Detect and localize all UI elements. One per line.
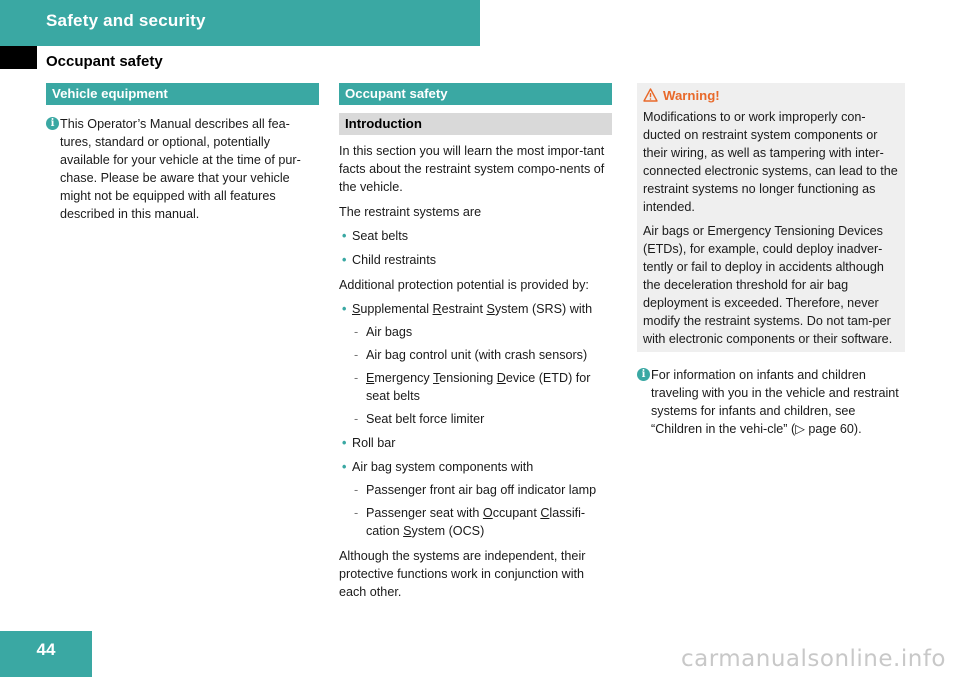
list-item: - Air bags: [354, 325, 413, 339]
dash-icon: -: [354, 371, 359, 385]
column-occupant-safety: [339, 83, 612, 601]
bullet-icon: •: [342, 229, 347, 243]
heading-occupant-safety: Occupant safety: [339, 83, 612, 105]
airbag-components-sublist: [352, 481, 612, 540]
info-icon: i: [637, 368, 650, 381]
section-marker: [0, 46, 37, 69]
dash-icon: -: [354, 483, 359, 497]
list-item: [339, 227, 612, 245]
info-text: This Operator’s Manual describes all fea-tures, standard or optional, potentially available for your vehicle at the time of pur-chase. Please be aware that your vehicle might not be equipped with all features described in this manual.: [60, 117, 301, 221]
info-note-manual: [46, 115, 319, 223]
dash-icon: -: [354, 348, 359, 362]
warning-paragraph-2: Air bags or Emergency Tensioning Devices (ETDs), for example, could deploy inadver-tently or fail to deploy in accidents although the deceleration threshold for air bag deployment is exceeded. Therefore, never modify the restraint systems. Do not tam-per with electronic components or their software.: [643, 224, 893, 346]
warning-title: Warning!: [643, 86, 899, 106]
info-note-children: [637, 366, 905, 438]
list-item-text: Child restraints: [352, 253, 436, 267]
watermark: carmanualsonline.info: [680, 646, 946, 672]
bullet-icon: •: [342, 302, 347, 316]
list-item-roll-bar: • Roll bar: [342, 436, 396, 450]
warning-box: [637, 83, 905, 352]
warning-triangle-icon: [643, 88, 658, 108]
bullet-icon: •: [342, 253, 347, 267]
list-item-text: Seat belts: [352, 229, 409, 243]
systems-lead: The restraint systems are: [339, 205, 482, 219]
srs-label: Supplemental Restraint System (SRS) with: [352, 302, 593, 316]
ocs-label: Passenger seat with Occupant Classifi-cation System (OCS): [366, 506, 586, 538]
intro-paragraph: In this section you will learn the most impor-tant facts about the restraint system compo-nents of the vehicle.: [339, 144, 605, 194]
bullet-icon: •: [342, 460, 347, 474]
info-text: For information on infants and children traveling with you in the vehicle and restraint systems for infants and children, see “Children in the vehi-cle” (▷ page 60).: [651, 368, 899, 436]
dash-icon: -: [354, 412, 359, 426]
column-vehicle-equipment: [46, 83, 319, 223]
list-item-airbag-components: • Air bag system components with - Passenger front air bag off indicator lamp - Passenger seat with Occupant Classifi-cation System (OCS): [339, 458, 612, 540]
list-item: - Passenger front air bag off indicator lamp: [354, 483, 597, 497]
column-warning: [637, 83, 905, 438]
subheading-introduction: Introduction: [339, 113, 612, 135]
dash-icon: -: [354, 506, 359, 520]
list-item: - Air bag control unit (with crash sensors): [354, 348, 588, 362]
list-item: [352, 504, 612, 540]
list-item-srs: [339, 300, 612, 428]
srs-sublist: [352, 323, 612, 428]
additional-protection-list: [339, 300, 612, 540]
page-number: 44: [36, 640, 56, 659]
page-reference-link[interactable]: ▷ page 60: [795, 422, 854, 436]
bullet-icon: •: [342, 436, 347, 450]
additional-lead: Additional protection potential is provided by:: [339, 278, 589, 292]
info-icon: i: [46, 117, 59, 130]
list-item: [339, 251, 612, 269]
list-item: [352, 369, 612, 405]
list-item: - Seat belt force limiter: [354, 412, 485, 426]
section-title: Occupant safety: [46, 53, 163, 70]
closing-paragraph: Although the systems are independent, their protective functions work in conjunction with each other.: [339, 549, 586, 599]
restraint-systems-list: [339, 227, 612, 269]
heading-vehicle-equipment: Vehicle equipment: [46, 83, 319, 105]
chapter-title: Safety and security: [46, 11, 206, 30]
dash-icon: -: [354, 325, 359, 339]
warning-paragraph-1: Modifications to or work improperly con-ducted on restraint system components or their wiring, as well as tampering with inter-connected electronic systems, can lead to the restraint systems no longer functioning as intended.: [643, 110, 898, 214]
chapter-header-bar: [0, 0, 480, 46]
page-number-tab: [0, 631, 92, 677]
etd-label: Emergency Tensioning Device (ETD) for seat belts: [366, 371, 591, 403]
